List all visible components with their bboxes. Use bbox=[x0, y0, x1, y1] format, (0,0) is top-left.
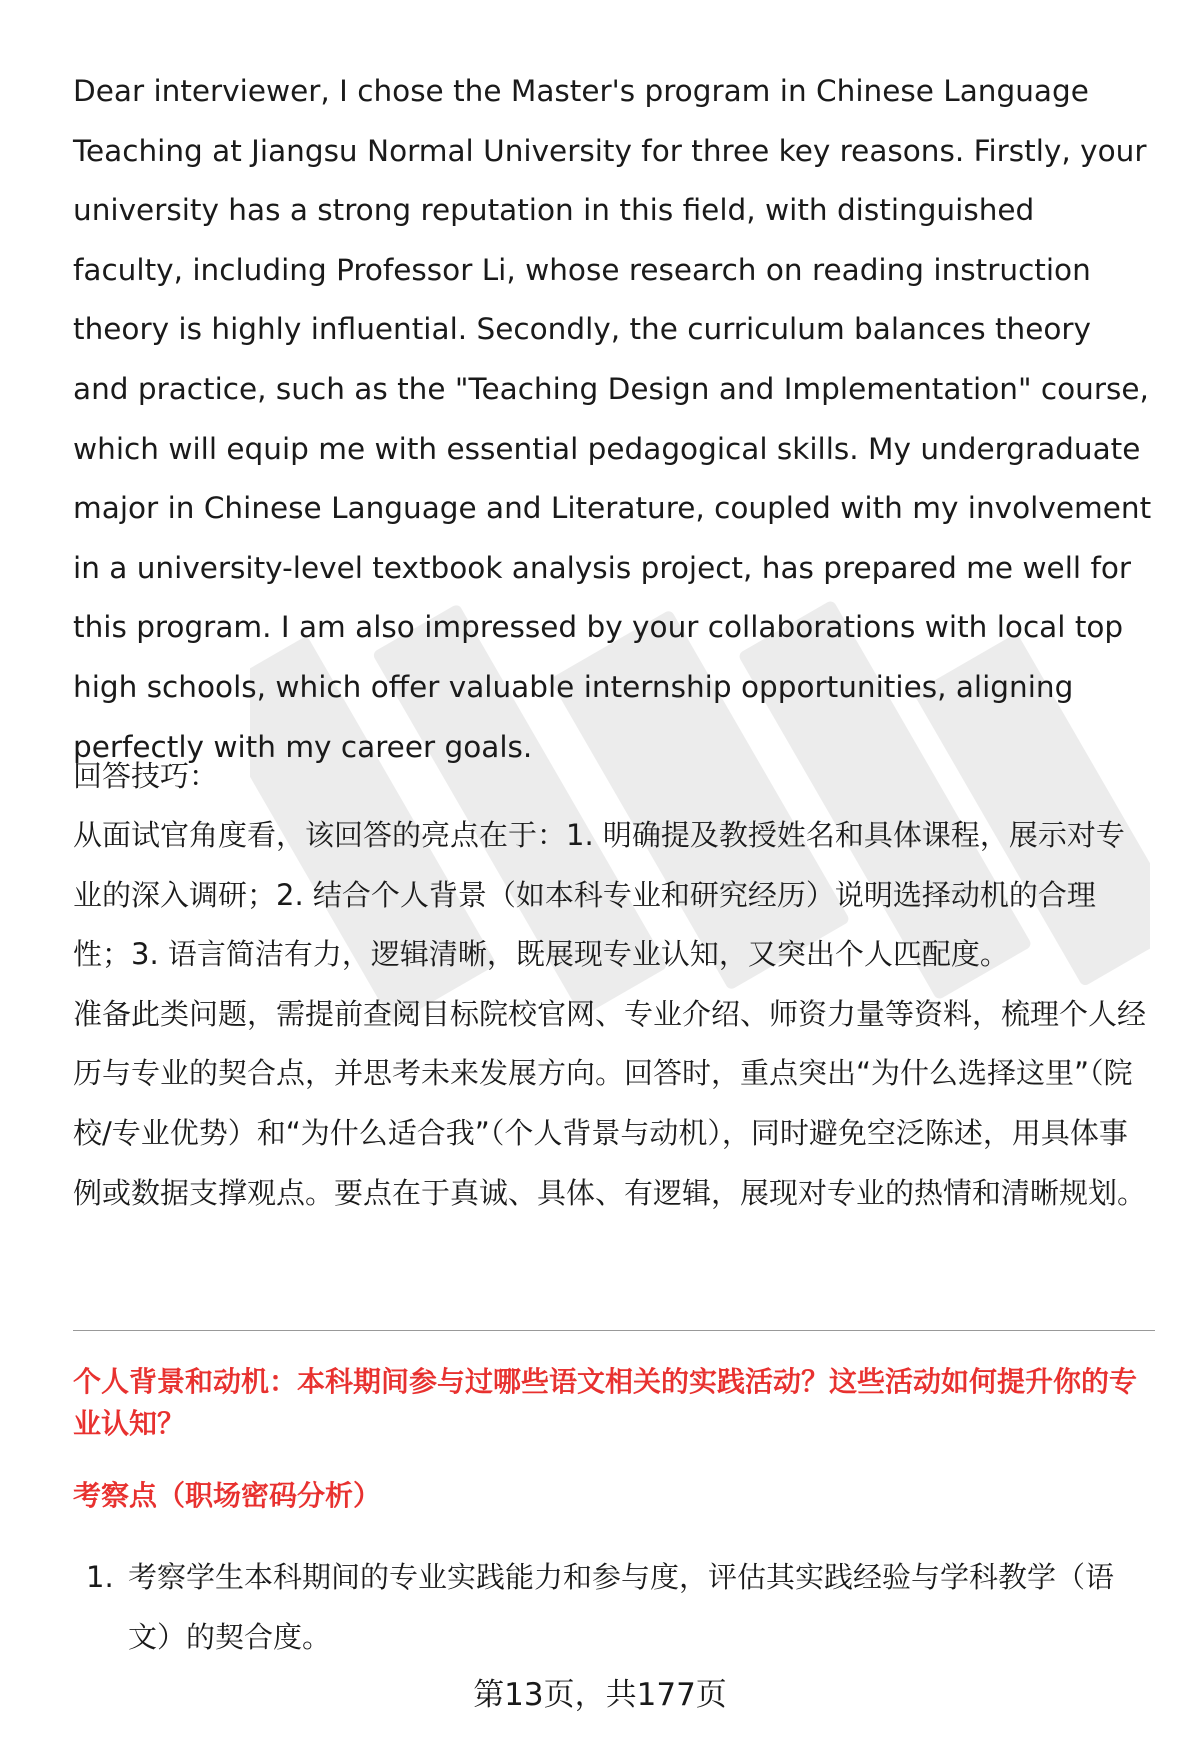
assessment-points-list bbox=[73, 1548, 1153, 1667]
page-number-footer: 第13页，共177页 bbox=[473, 1677, 727, 1713]
list-item-text: 考察学生本科期间的专业实践能力和参与度，评估其实践经验与学科教学（语文）的契合度。 bbox=[128, 1560, 1115, 1654]
question-heading: 个人背景和动机：本科期间参与过哪些语文相关的实践活动？这些活动如何提升你的专业认知？ bbox=[73, 1365, 1138, 1440]
answer-tips-body bbox=[73, 806, 1153, 1223]
tips-paragraph-1: 从面试官角度看，该回答的亮点在于：1. 明确提及教授姓名和具体课程，展示对专业的深入调研；2. 结合个人背景（如本科专业和研究经历）说明选择动机的合理性；3. 语言简洁有力，逻辑清晰，既展现专业认知，又突出个人匹配度。 bbox=[73, 818, 1125, 972]
tips-paragraph-2: 准备此类问题，需提前查阅目标院校官网、专业介绍、师资力量等资料，梳理个人经历与专业的契合点，并思考未来发展方向。回答时，重点突出“为什么选择这里”（院校/专业优势）和“为什么适合我”（个人背景与动机），同时避免空泛陈述，用具体事例或数据支撑观点。要点在于真诚、具体、有逻辑，展现对专业的热情和清晰规划。 bbox=[73, 996, 1147, 1210]
list-item-number: 1. bbox=[86, 1560, 114, 1594]
answer-tips-title: 回答技巧： bbox=[73, 759, 219, 793]
list-item bbox=[73, 1548, 1153, 1667]
assessment-points-title: 考察点（职场密码分析） bbox=[73, 1479, 382, 1512]
english-answer-paragraph: Dear interviewer, I chose the Master's program in Chinese Language Teaching at Jiangsu Normal University for three key reasons. Firstly, your university has a strong reputation in this field, with distinguished faculty, including Professor Li, whose research on reading instruction theory is highly influential. Secondly, the curriculum balances theory and practice, such as the "Teaching Design and Implementation" course, which will equip me with essential pedagogical skills. My undergraduate major in Chinese Language and Literature, coupled with my involvement in a university-level textbook analysis project, has prepared me well for this program. I am also impressed by your collaborations with local top high schools, which offer valuable internship opportunities, aligning perfectly with my career goals. bbox=[73, 74, 1152, 764]
section-divider bbox=[73, 1330, 1155, 1331]
